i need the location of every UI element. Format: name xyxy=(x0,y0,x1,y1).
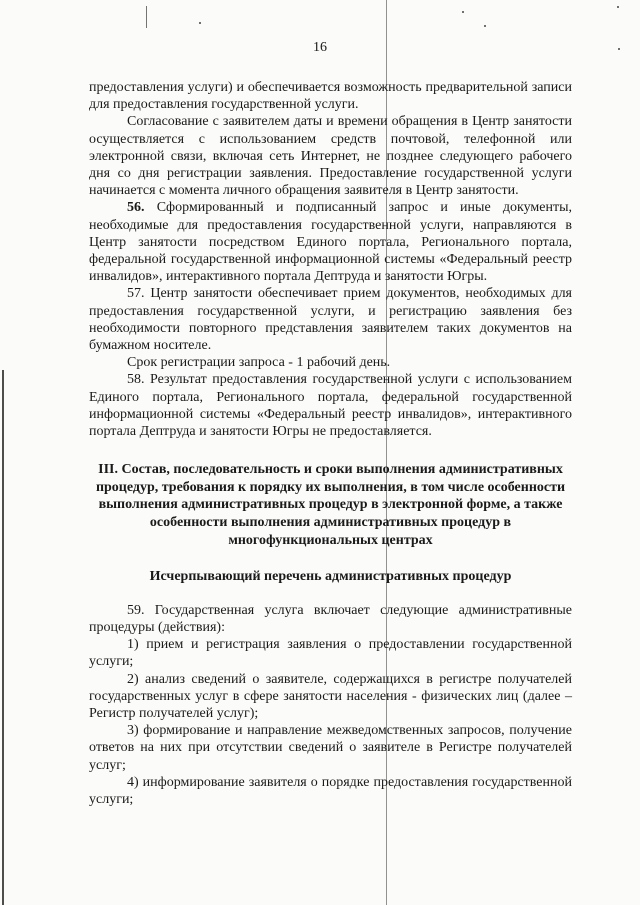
page-number: 16 xyxy=(313,40,327,55)
list-item: 2) анализ сведений о заявителе, содержащихся в регистре получателей государственных услуг в сфере занятости населения - физических лиц (далее – Регистр получателей услуг); xyxy=(89,671,572,722)
scan-speck xyxy=(199,22,201,24)
list-item: 4) информирование заявителя о порядке предоставления государственной услуги; xyxy=(89,774,572,808)
list-item: 3) формирование и направление межведомственных запросов, получение ответов на них при отсутствии сведений о заявителе в Регистре получателей услуг; xyxy=(89,723,572,773)
list-item: 1) прием и регистрация заявления о предоставлении государственной услуги; xyxy=(89,637,572,670)
scan-speck xyxy=(484,25,486,27)
paragraph-57: 57. Центр занятости обеспечивает прием документов, необходимых для предоставления государственной услуги, и регистрацию заявления без необходимости повторного представления заявителем таких документов на бумажном носителе. xyxy=(89,286,572,354)
sub-heading: Исчерпывающий перечень административных процедур xyxy=(149,569,512,585)
scan-speck xyxy=(617,6,619,8)
paragraph-59: 59. Государственная услуга включает следующие административные процедуры (действия): xyxy=(89,602,572,636)
paragraph-registration-term: Срок регистрации запроса - 1 рабочий день. xyxy=(127,355,391,371)
paragraph-56-text: Сформированный и подписанный запрос и иные документы, необходимые для предоставления государственной услуги, направляются в Центр занятости посредством Единого портала, Регионального портала, федеральной государственной информационной системы «Федеральный реестр инвалидов», интерактивного портала Дептруда и занятости Югры. xyxy=(89,200,572,285)
paragraph-continuation: предоставления услуги) и обеспечивается возможность предварительной записи для предоставления государственной услуги. xyxy=(89,80,572,113)
paragraph-56 xyxy=(89,199,572,285)
document-body xyxy=(89,79,572,808)
scan-speck xyxy=(462,11,464,13)
scan-mark-top xyxy=(146,6,147,28)
scan-edge-line-left xyxy=(2,370,4,905)
paragraph-scheduling: Согласование с заявителем даты и времени обращения в Центр занятости осуществляется с использованием средств почтовой, телефонной или электронной связи, включая сеть Интернет, не позднее следующего рабочего дня со дня регистрации заявления. Предоставление государственной услуги начинается с момента личного обращения заявителя в Центр занятости. xyxy=(89,114,572,199)
clause-number: 56. xyxy=(127,200,145,216)
section-heading: III. Состав, последовательность и сроки выполнения административных процедур, требования к порядку их выполнения, в том числе особенности выполнения административных процедур в электронной форме, а также особенности выполнения административных процедур в многофункциональных центрах xyxy=(95,462,566,548)
paragraph-58: 58. Результат предоставления государственной услуги с использованием Единого портала, Регионального портала, федеральной государственной информационной системы «Федеральный реестр инвалидов», интерактивного портала Дептруда и занятости Югры не предоставляется. xyxy=(89,372,572,440)
